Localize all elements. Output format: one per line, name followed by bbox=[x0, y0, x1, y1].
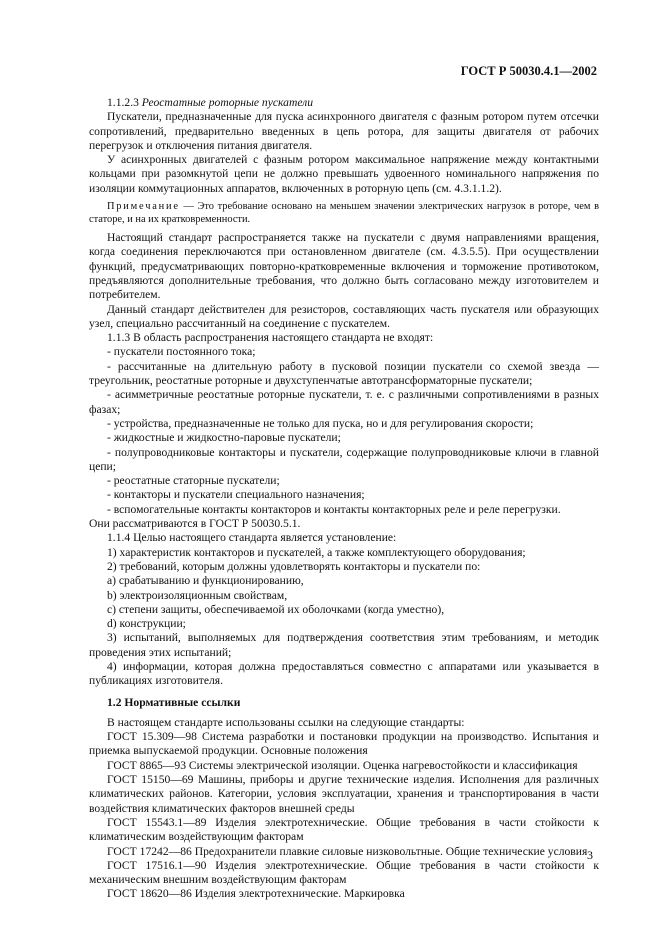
reference-item: ГОСТ 18620—86 Изделия электротехнические. Маркировка bbox=[107, 887, 405, 901]
list-item: 3) испытаний, выполняемых для подтверждения соответствия этим требованиям, и методик проведения этих испытаний; bbox=[89, 631, 599, 659]
reference-item: ГОСТ 17516.1—90 Изделия электротехнические. Общие требования в части стойкости к механическим внешним воздействующим факторам bbox=[89, 858, 599, 887]
standard-code-header: ГОСТ Р 50030.4.1—2002 bbox=[460, 64, 597, 78]
section-title: Реостатные роторные пускатели bbox=[141, 96, 314, 109]
note-label: Примечание bbox=[107, 201, 180, 213]
list-item-continuation: Они рассматриваются в ГОСТ Р 50030.5.1. bbox=[89, 517, 301, 531]
section-1123-title bbox=[89, 96, 599, 110]
paragraph: Настоящий стандарт распространяется также на пускатели с двумя направлениями вращения, когда соединения переключаются при остановленном двигателе (см. 4.3.5.5). При осуществлении функций, предусматривающих повторно-кратковременные включения и торможение противотоком, предъявляются дополнительные требования, что должно быть согласовано между изготовителем и потребителем. bbox=[89, 231, 599, 302]
note-text: — Это требование основано на меньшем значении электрических нагрузок в роторе, чем в статоре, и на их кратковременности. bbox=[89, 201, 599, 226]
list-item: 4) информации, которая должна предоставляться совместно с аппаратами или указывается в публикациях изготовителя. bbox=[89, 659, 599, 688]
list-item: - реостатные статорные пускатели; bbox=[107, 474, 280, 488]
paragraph: Пускатели, предназначенные для пуска асинхронного двигателя с фазным ротором путем отсечки сопротивлений, предварительно введенных в цепь ротора, для защиты двигателя от рабочих перегрузок и отключения питания двигателя. bbox=[89, 110, 599, 152]
list-item: - устройства, предназначенные не только для пуска, но и для регулирования скорости; bbox=[107, 416, 534, 430]
list-item: - пускатели постоянного тока; bbox=[107, 345, 256, 359]
list-item: - рассчитанные на длительную работу в пусковой позиции пускатели со схемой звезда — треугольник, реостатные роторные и двухступенчатые автотрансформаторные пускатели; bbox=[89, 359, 599, 388]
paragraph: Данный стандарт действителен для резисторов, составляющих часть пускателя или образующих узел, специально рассчитанный на соединение с пускателем. bbox=[89, 302, 599, 330]
document-body bbox=[89, 96, 599, 902]
section-113-intro: 1.1.3 В область распространения настоящего стандарта не входят: bbox=[107, 331, 434, 345]
list-item: - вспомогательные контакты контакторов и контакты контакторных реле и реле перегрузки. bbox=[107, 502, 561, 516]
paragraph: В настоящем стандарте использованы ссылки на следующие стандарты: bbox=[107, 715, 465, 729]
page-number: 3 bbox=[587, 848, 593, 862]
list-item: - асимметричные реостатные роторные пускатели, т. е. с различными сопротивлениями в разных фазах; bbox=[89, 388, 599, 416]
note bbox=[89, 200, 599, 226]
list-item: d) конструкции; bbox=[107, 617, 186, 631]
reference-item: ГОСТ 15150—69 Машины, приборы и другие технические изделия. Исполнения для различных климатических районов. Категории, условия эксплуатации, хранения и транспортирования в части воздействия климатических факторов внешней среды bbox=[89, 773, 599, 815]
reference-item: ГОСТ 15543.1—89 Изделия электротехнические. Общие требования в части стойкости к климатическим воздействующим факторам bbox=[89, 815, 599, 844]
list-item: a) срабатыванию и функционированию, bbox=[107, 574, 304, 588]
list-item: c) степени защиты, обеспечиваемой их оболочками (когда уместно), bbox=[107, 602, 445, 616]
section-number: 1.1.2.3 bbox=[107, 96, 139, 109]
reference-item: ГОСТ 8865—93 Системы электрической изоляции. Оценка нагревостойкости и классификация bbox=[107, 758, 578, 772]
reference-item: ГОСТ 17242—86 Предохранители плавкие силовые низковольтные. Общие технические условия bbox=[107, 844, 588, 858]
list-item: 1) характеристик контакторов и пускателей, а также комплектующего оборудования; bbox=[107, 545, 526, 559]
list-item: b) электроизоляционным свойствам, bbox=[107, 588, 288, 602]
list-item: - полупроводниковые контакторы и пускатели, содержащие полупроводниковые ключи в главной цепи; bbox=[89, 445, 599, 473]
list-item: 2) требований, которым должны удовлетворять контакторы и пускатели по: bbox=[107, 559, 481, 573]
paragraph: У асинхронных двигателей с фазным ротором максимальное напряжение между контактными кольцами при разомкнутой цепи не должно превышать удвоенного номинального напряжения по изоляции коммутационных аппаратов, включенных в роторную цепь (см. 4.3.1.1.2). bbox=[89, 153, 599, 195]
reference-item: ГОСТ 15.309—98 Система разработки и постановки продукции на производство. Испытания и приемка выпускаемой продукции. Основные положения bbox=[89, 730, 599, 758]
section-12-heading: 1.2 Нормативные ссылки bbox=[107, 695, 241, 709]
section-114-intro: 1.1.4 Целью настоящего стандарта является установление: bbox=[107, 531, 397, 545]
list-item: - жидкостные и жидкостно-паровые пускатели; bbox=[107, 431, 341, 445]
list-item: - контакторы и пускатели специального назначения; bbox=[107, 488, 365, 502]
